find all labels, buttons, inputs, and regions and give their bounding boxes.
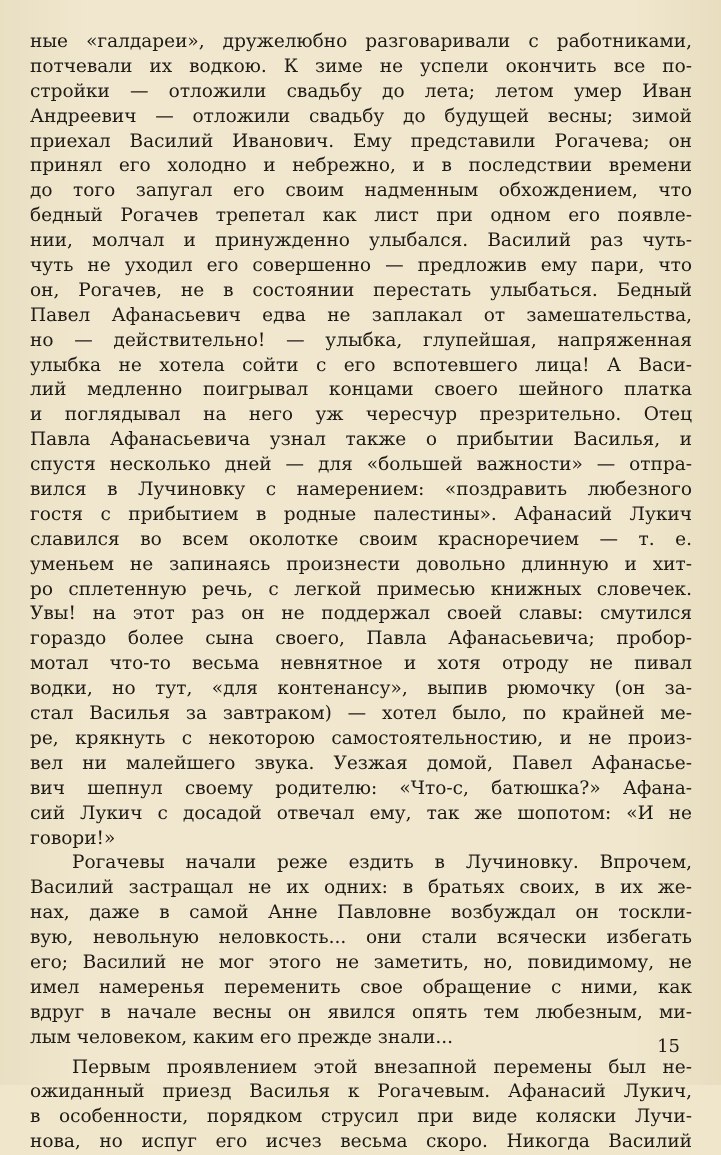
- text-line: принял его холодно и небрежно, и в последствии времени: [30, 155, 692, 177]
- text-line: приехал Василий Иванович. Ему представили Рогачева; он: [30, 130, 692, 152]
- text-line: лым человеком, каким его прежде знали...: [30, 1026, 453, 1048]
- text-line: мотал что-то весьма невнятное и хотя отроду не пивал: [30, 653, 692, 675]
- text-line: его; Василий не мог этого не заметить, но, повидимому, не: [30, 951, 692, 973]
- text-line: гораздо более сына своего, Павла Афанасьевича; пробор-: [30, 628, 692, 650]
- text-line: бедный Рогачев трепетал как лист при одном его появле-: [30, 205, 692, 227]
- text-line: нах, даже в самой Анне Павловне возбуждал он тоскли-: [30, 902, 692, 924]
- body-text: [30, 30, 692, 1155]
- text-line: Павел Афанасьевич едва не заплакал от замешательства,: [30, 304, 692, 326]
- text-line: Андреевич — отложили свадьбу до будущей весны; зимой: [30, 105, 692, 127]
- text-line: Первым проявлением этой внезапной перемены был не-: [72, 1056, 692, 1078]
- text-line: Рогачевы начали реже ездить в Лучиновку. Впрочем,: [72, 852, 692, 874]
- text-line: до того запугал его своим надменным обхождением, что: [30, 180, 692, 202]
- text-line: но — действительно! — улыбка, глупейшая, напряженная: [30, 329, 692, 351]
- page-number: 15: [657, 1036, 680, 1057]
- text-line: уменьем не запинаясь произнести довольно длинную и хит-: [30, 553, 692, 575]
- text-line: славился во всем околотке своим красноречием — т. е.: [30, 528, 692, 550]
- text-line: чуть не уходил его совершенно — предложив ему пари, что: [30, 255, 692, 277]
- text-line: вдруг в начале весны он явился опять тем любезным, ми-: [30, 1001, 692, 1023]
- text-line: нова, но испуг его исчез весьма скоро. Никогда Василий: [30, 1131, 692, 1153]
- text-line: вился в Лучиновку с намерением: «поздравить любезного: [30, 479, 692, 501]
- text-line: говори!»: [30, 827, 116, 849]
- text-line: в особенности, порядком струсил при виде коляски Лучи-: [30, 1106, 692, 1128]
- text-line: Увы! на этот раз он не поддержал своей славы: смутился: [30, 603, 692, 625]
- text-line: улыбка не хотела сойти с его вспотевшего лица! А Васи-: [30, 354, 692, 376]
- text-line: вич шепнул своему родителю: «Что-с, батюшка?» Афана-: [30, 777, 692, 799]
- text-line: нии, молчал и принужденно улыбался. Василий раз чуть-: [30, 230, 692, 252]
- text-line: лий медленно поигрывал концами своего шейного платка: [30, 379, 692, 401]
- text-line: сий Лукич с досадой отвечал ему, так же шопотом: «И не: [30, 802, 692, 824]
- text-line: водки, но тут, «для контенансу», выпив рюмочку (он за-: [30, 678, 692, 700]
- text-line: Василий застращал не их одних: в братьях своих, в их же-: [30, 877, 692, 899]
- text-line: Павла Афанасьевича узнал также о прибытии Василья, и: [30, 429, 692, 451]
- text-line: вел ни малейшего звука. Уезжая домой, Павел Афанасье-: [30, 752, 692, 774]
- text-line: ные «галдареи», дружелюбно разговаривали с работниками,: [30, 31, 692, 52]
- text-line: имел намеренья переменить свое обращение с ними, как: [30, 976, 692, 998]
- text-line: он, Рогачев, не в состоянии перестать улыбаться. Бедный: [30, 279, 692, 301]
- text-line: потчевали их водкою. К зиме не успели окончить все по-: [30, 55, 692, 77]
- text-line: вую, невольную неловкость... они стали всячески избегать: [30, 927, 692, 949]
- text-line: стал Василья за завтраком) — хотел было, по крайней ме-: [30, 703, 692, 725]
- text-line: ожиданный приезд Василья к Рогачевым. Афанасий Лукич,: [30, 1081, 692, 1103]
- text-line: гостя с прибытием в родные палестины». Афанасий Лукич: [30, 503, 692, 525]
- text-line: стройки — отложили свадьбу до лета; летом умер Иван: [30, 80, 692, 102]
- text-line: и поглядывал на него уж чересчур презрительно. Отец: [30, 404, 692, 426]
- text-line: ро сплетенную речь, с легкой примесью книжных словечек.: [30, 578, 692, 600]
- text-line: спустя несколько дней — для «большей важности» — отпра-: [30, 454, 692, 476]
- text-line: ре, крякнуть с некоторою самостоятельностию, и не произ-: [30, 727, 692, 749]
